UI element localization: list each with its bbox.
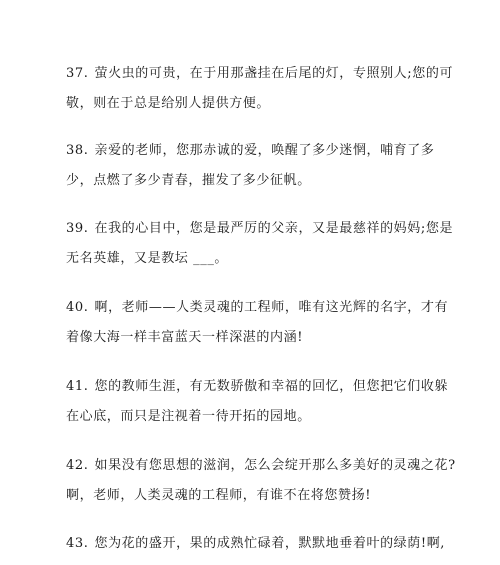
item-text: 您为花的盛开，果的成熟忙碌着，默默地垂着叶的绿荫!啊,	[94, 536, 446, 551]
list-item-line	[66, 372, 449, 402]
list-item-40	[66, 293, 449, 353]
list-item-line	[66, 59, 454, 89]
item-number: 42.	[66, 458, 89, 473]
item-number: 40.	[66, 300, 89, 315]
list-item-39	[66, 214, 454, 274]
list-item-line	[66, 214, 454, 244]
item-number: 37.	[66, 66, 89, 81]
list-item-line	[66, 293, 449, 323]
list-item-line: 在心底，而只是注视着一待开拓的园地。	[66, 409, 311, 424]
list-item-line: 敬，则在于总是给别人提供方便。	[66, 96, 271, 111]
list-item-line: 无名英雄，又是教坛 ___。	[66, 251, 229, 266]
list-item-38	[66, 136, 436, 196]
item-text: 啊，老师——人类灵魂的工程师，唯有这光辉的名字，才有	[94, 300, 449, 315]
list-item-42	[66, 451, 456, 511]
item-number: 41.	[66, 379, 89, 394]
item-number: 38.	[66, 143, 89, 158]
list-item-line	[66, 451, 456, 481]
item-number: 43.	[66, 536, 89, 551]
list-item-41	[66, 372, 449, 432]
list-item-line	[66, 136, 436, 166]
list-item-37	[66, 59, 454, 119]
list-item-line: 着像大海一样丰富蓝天一样深湛的内涵!	[66, 330, 304, 345]
item-number: 39.	[66, 221, 89, 236]
item-text: 亲爱的老师，您那赤诚的爱，唤醒了多少迷惘，哺育了多	[94, 143, 435, 158]
item-text: 萤火虫的可贵，在于用那盏挂在后尾的灯，专照别人;您的可	[94, 66, 454, 81]
list-item-line: 啊，老师，人类灵魂的工程师，有谁不在将您赞扬!	[66, 488, 372, 503]
item-text: 您的教师生涯，有无数骄傲和幸福的回忆，但您把它们收躲	[94, 379, 449, 394]
item-text: 如果没有您思想的滋润，怎么会绽开那么多美好的灵魂之花?	[94, 458, 456, 473]
list-item-43	[66, 529, 446, 559]
list-item-line	[66, 529, 446, 559]
item-text: 在我的心目中，您是最严厉的父亲，又是最慈祥的妈妈;您是	[94, 221, 454, 236]
list-item-line: 少，点燃了多少青春，摧发了多少征帆。	[66, 173, 311, 188]
